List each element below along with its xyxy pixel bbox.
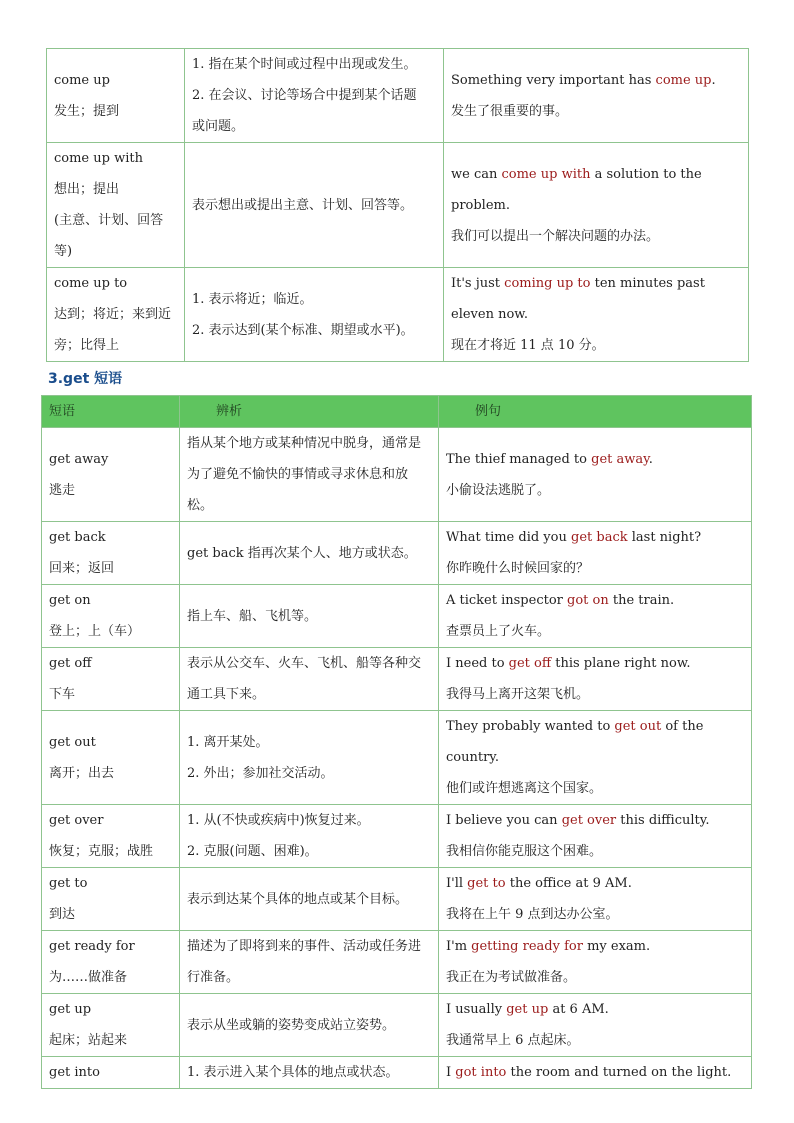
header-analysis: 辨析	[180, 396, 439, 428]
table-header-row	[42, 396, 752, 428]
table-row	[42, 585, 752, 648]
analysis-line: 2. 在会议、讨论等场合中提到某个话题	[192, 88, 417, 103]
phrase-meaning: 下车	[49, 687, 76, 702]
phrase-meaning: 旁；比得上	[54, 338, 120, 353]
phrase-cell	[42, 994, 180, 1057]
analysis-cell	[180, 805, 439, 868]
phrase-cell	[47, 49, 185, 143]
analysis-line: 2. 表示达到(某个标准、期望或水平)。	[192, 322, 414, 338]
phrase-meaning: 逃走	[49, 482, 76, 498]
phrase-cell	[47, 268, 185, 362]
example-highlight: get over	[561, 813, 617, 828]
example-english	[446, 868, 744, 899]
table-row	[42, 1057, 752, 1089]
example-text: I need to	[446, 656, 509, 671]
example-text: this plane right now.	[551, 656, 691, 671]
example-chinese: 我正在为考试做准备。	[446, 970, 577, 985]
example-cell	[439, 1057, 752, 1089]
analysis-line: 1. 表示进入某个具体的地点或状态。	[187, 1065, 399, 1080]
phrase-cell	[42, 805, 180, 868]
example-cell	[439, 994, 752, 1057]
phrase-text: get ready for	[49, 939, 135, 954]
example-cell	[444, 143, 749, 268]
example-text: ten minutes past eleven now.	[451, 276, 705, 322]
analysis-cell	[180, 522, 439, 585]
analysis-line: 描述为了即将到来的事件、活动或任务进	[187, 939, 422, 954]
table-row	[42, 711, 752, 805]
phrase-meaning: 起床；站起来	[49, 1033, 128, 1048]
example-cell	[439, 868, 752, 931]
example-text: at 6 AM.	[548, 1002, 609, 1017]
analysis-cell	[185, 49, 444, 143]
phrase-meaning: 离开；出去	[49, 765, 115, 781]
example-cell	[439, 648, 752, 711]
analysis-line: 1. 从(不快或疾病中)恢复过来。	[187, 813, 370, 828]
phrase-meaning: 恢复；克服；战胜	[49, 844, 154, 859]
example-cell	[439, 428, 752, 522]
phrase-cell	[42, 585, 180, 648]
example-text: a solution to the problem.	[451, 166, 702, 213]
analysis-line: 1. 指在某个时间或过程中出现或发生。	[192, 57, 417, 72]
example-chinese: 我们可以提出一个解决问题的办法。	[451, 228, 660, 244]
example-english	[446, 444, 744, 475]
example-english	[446, 711, 744, 773]
phrase-cell	[42, 931, 180, 994]
example-english	[451, 65, 741, 96]
phrase-cell	[42, 648, 180, 711]
example-chinese: 小偷设法逃脱了。	[446, 482, 551, 498]
example-highlight: come up	[655, 72, 712, 88]
phrase-cell	[42, 522, 180, 585]
example-chinese: 你昨晚什么时候回家的？	[446, 561, 590, 576]
example-english	[446, 648, 744, 679]
phrase-meaning: 到达	[49, 907, 76, 922]
example-text: What time did you	[446, 530, 571, 545]
phrase-meaning: 回来；返回	[49, 561, 115, 576]
example-highlight: got on	[567, 593, 609, 608]
example-english	[451, 159, 741, 221]
example-text: I usually	[446, 1002, 507, 1017]
analysis-cell	[185, 143, 444, 268]
analysis-line: 2. 外出；参加社交活动。	[187, 765, 334, 781]
analysis-line: 通工具下来。	[187, 687, 266, 702]
phrase-text: come up	[54, 72, 110, 88]
example-cell	[439, 931, 752, 994]
example-chinese: 我将在上午 9 点到达办公室。	[446, 907, 619, 922]
example-chinese: 发生了很重要的事。	[451, 103, 569, 119]
phrase-text: get back	[49, 530, 106, 545]
example-text: I'm	[446, 939, 472, 954]
example-english	[446, 931, 744, 962]
phrase-cell	[42, 428, 180, 522]
example-highlight: get to	[467, 876, 506, 891]
section-title: 3.get 短语	[48, 371, 123, 387]
example-text: the train.	[608, 593, 675, 608]
example-highlight: got into	[455, 1065, 507, 1080]
come-up-phrases-table	[46, 48, 749, 362]
analysis-line: 行准备。	[187, 970, 240, 985]
analysis-line: 表示想出或提出主意、计划、回答等。	[192, 197, 414, 213]
example-highlight: get up	[506, 1002, 549, 1017]
phrase-cell	[47, 143, 185, 268]
phrase-text: get into	[49, 1065, 100, 1080]
analysis-cell	[180, 931, 439, 994]
header-phrase: 短语	[42, 396, 180, 428]
example-text: .	[711, 72, 716, 88]
table-row	[47, 143, 749, 268]
example-cell	[444, 268, 749, 362]
example-text: of the country.	[446, 719, 704, 765]
analysis-cell	[180, 711, 439, 805]
example-text: The thief managed to	[446, 451, 592, 467]
analysis-cell	[180, 994, 439, 1057]
analysis-line: 或问题。	[192, 119, 245, 134]
phrase-text: get off	[49, 656, 92, 671]
example-chinese: 我相信你能克服这个困难。	[446, 844, 603, 859]
table-row	[47, 49, 749, 143]
get-table-body	[42, 428, 752, 1089]
phrase-text: come up with	[54, 151, 143, 166]
phrase-meaning: 想出；提出	[54, 182, 120, 197]
example-english	[446, 585, 744, 616]
phrase-text: get up	[49, 1002, 92, 1017]
example-highlight: get out	[614, 719, 662, 734]
example-text: my exam.	[582, 939, 651, 954]
phrase-cell	[42, 1057, 180, 1089]
analysis-line: 1. 表示将近；临近。	[192, 291, 313, 307]
example-text: .	[648, 451, 653, 467]
example-highlight: getting ready for	[471, 939, 583, 954]
example-cell	[444, 49, 749, 143]
phrase-meaning: 为……做准备	[49, 970, 128, 985]
table-row	[42, 994, 752, 1057]
table-row	[42, 931, 752, 994]
analysis-cell	[180, 585, 439, 648]
analysis-line: 2. 克服(问题、困难)。	[187, 844, 318, 859]
phrase-meaning: 发生；提到	[54, 103, 120, 119]
analysis-cell	[180, 868, 439, 931]
table-row	[42, 805, 752, 868]
table-row	[42, 522, 752, 585]
example-text: A ticket inspector	[446, 593, 568, 608]
example-text: They probably wanted to	[446, 719, 615, 734]
phrase-text: get over	[49, 813, 104, 828]
analysis-line: 松。	[187, 498, 214, 513]
analysis-cell	[180, 428, 439, 522]
analysis-line: get back 指再次某个人、地方或状态。	[187, 545, 417, 561]
phrase-text: get out	[49, 734, 96, 750]
example-chinese: 查票员上了火车。	[446, 624, 551, 639]
example-english	[446, 994, 744, 1025]
example-text: I believe you can	[446, 813, 562, 828]
analysis-line: 表示从坐或躺的姿势变成站立姿势。	[187, 1017, 396, 1033]
phrase-text: get to	[49, 876, 88, 891]
example-highlight: get away	[591, 451, 649, 467]
phrase-meaning: (主意、计划、回答等)	[54, 213, 164, 259]
example-text: It's just	[451, 276, 505, 291]
analysis-cell	[180, 1057, 439, 1089]
example-text: this difficulty.	[616, 813, 710, 828]
example-cell	[439, 522, 752, 585]
phrase-text: get on	[49, 593, 91, 608]
example-text: Something very important has	[451, 72, 656, 88]
analysis-line: 指从某个地方或某种情况中脱身，通常是	[187, 436, 422, 451]
analysis-cell	[180, 648, 439, 711]
come-up-table-body	[47, 49, 749, 362]
table-row	[42, 648, 752, 711]
example-english	[451, 268, 741, 330]
example-chinese: 他们或许想逃离这个国家。	[446, 781, 603, 796]
get-phrases-table	[41, 395, 752, 1089]
analysis-line: 指上车、船、飞机等。	[187, 608, 318, 624]
example-cell	[439, 585, 752, 648]
example-text: last night?	[627, 530, 702, 545]
example-chinese: 现在才将近 11 点 10 分。	[451, 338, 605, 353]
example-text: the office at 9 AM.	[505, 876, 632, 891]
example-english	[446, 1057, 744, 1088]
example-english	[446, 522, 744, 553]
phrase-text: get away	[49, 451, 109, 467]
example-chinese: 我得马上离开这架飞机。	[446, 687, 590, 702]
phrase-meaning: 达到；将近；来到近	[54, 307, 172, 322]
example-cell	[439, 711, 752, 805]
example-text: we can	[451, 166, 502, 182]
phrase-meaning: 登上；上（车）	[49, 624, 141, 639]
example-text: I'll	[446, 876, 468, 891]
example-text: I	[446, 1065, 456, 1080]
analysis-cell	[185, 268, 444, 362]
example-highlight: get back	[571, 530, 628, 545]
header-example: 例句	[439, 396, 752, 428]
phrase-text: come up to	[54, 276, 128, 291]
analysis-line: 表示从公交车、火车、飞机、船等各种交	[187, 656, 422, 671]
example-english	[446, 805, 744, 836]
example-highlight: get off	[508, 656, 552, 671]
analysis-line: 表示到达某个具体的地点或某个目标。	[187, 891, 409, 907]
example-highlight: come up with	[501, 166, 591, 182]
example-chinese: 我通常早上 6 点起床。	[446, 1033, 580, 1048]
table-row	[47, 268, 749, 362]
example-cell	[439, 805, 752, 868]
example-text: the room and turned on the light.	[506, 1065, 732, 1080]
analysis-line: 为了避免不愉快的事情或寻求休息和放	[187, 467, 409, 482]
phrase-cell	[42, 711, 180, 805]
example-highlight: coming up to	[504, 276, 591, 291]
table-row	[42, 428, 752, 522]
table-row	[42, 868, 752, 931]
phrase-cell	[42, 868, 180, 931]
analysis-line: 1. 离开某处。	[187, 734, 269, 750]
